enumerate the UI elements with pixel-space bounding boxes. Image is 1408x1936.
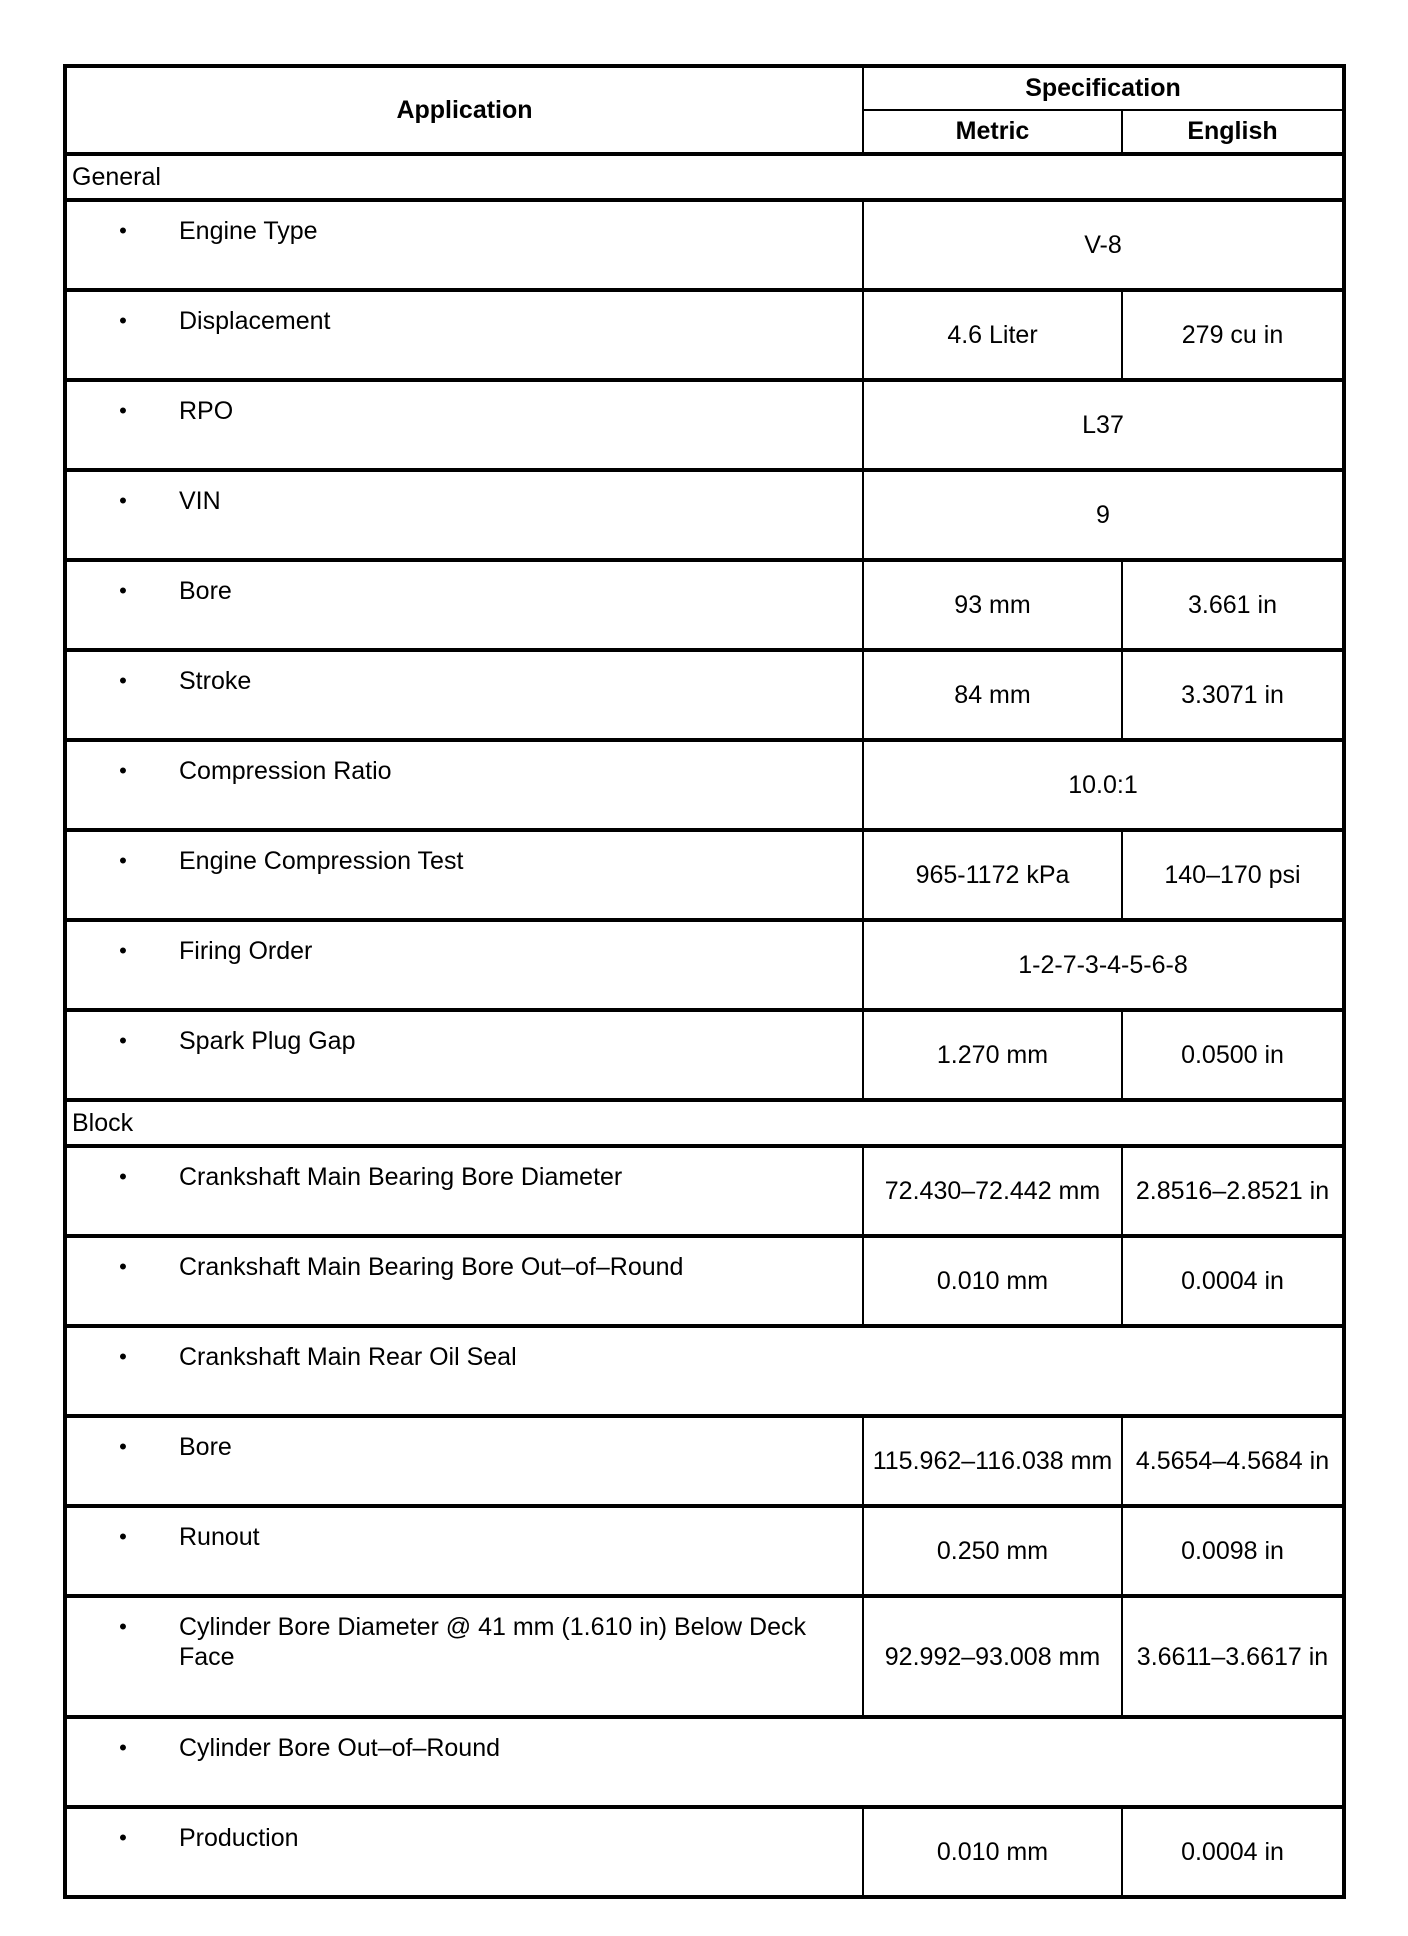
table-row [65,920,1344,1010]
english-value: 4.5654–4.5684 in [1122,1416,1344,1506]
table-row [65,470,1344,560]
specification-header: Specification [863,66,1344,110]
row-label: Firing Order [179,937,313,965]
application-cell [65,200,863,290]
application-cell [65,920,863,1010]
bullet-icon: • [119,668,127,693]
row-label: VIN [179,487,221,515]
row-label: Cylinder Bore Diameter @ 41 mm (1.610 in) Below Deck Face [179,1613,806,1671]
application-cell [65,650,863,740]
row-label: Crankshaft Main Bearing Bore Out–of–Round [179,1253,684,1281]
application-cell [65,290,863,380]
bullet-icon: • [119,1434,127,1459]
metric-value: 72.430–72.442 mm [863,1146,1122,1236]
row-label: Crankshaft Main Rear Oil Seal [179,1343,517,1371]
bullet-icon: • [119,1825,127,1850]
table-row [65,200,1344,290]
english-value: 0.0500 in [1122,1010,1344,1100]
bullet-icon: • [119,938,127,963]
application-header: Application [65,66,863,154]
metric-value: 1.270 mm [863,1010,1122,1100]
bullet-icon: • [119,308,127,333]
spec-value: 9 [863,470,1344,560]
row-label: RPO [179,397,234,425]
metric-value: 4.6 Liter [863,290,1122,380]
table-row [65,290,1344,380]
application-cell [65,1596,863,1717]
table-row [65,650,1344,740]
english-value: 279 cu in [1122,290,1344,380]
english-value: 3.661 in [1122,560,1344,650]
table-row [65,1717,1344,1807]
row-label: Compression Ratio [179,757,392,785]
row-label: Displacement [179,307,331,335]
application-cell [65,740,863,830]
row-label: Spark Plug Gap [179,1027,356,1055]
english-value: 140–170 psi [1122,830,1344,920]
spec-value: L37 [863,380,1344,470]
section-general [65,154,1344,200]
table-row [65,1010,1344,1100]
metric-value: 0.010 mm [863,1236,1122,1326]
row-label: Crankshaft Main Bearing Bore Diameter [179,1163,623,1191]
specification-table [63,64,1346,1899]
english-value: 2.8516–2.8521 in [1122,1146,1344,1236]
bullet-icon: • [119,1254,127,1279]
english-value: 3.6611–3.6617 in [1122,1596,1344,1717]
row-label: Runout [179,1523,260,1551]
header-row-1 [65,66,1344,110]
bullet-icon: • [119,1344,127,1369]
table-row [65,1807,1344,1897]
table-row [65,1146,1344,1236]
row-label: Engine Compression Test [179,847,464,875]
table-row [65,1506,1344,1596]
application-cell [65,1717,1344,1807]
row-label: Bore [179,1433,232,1461]
metric-value: 0.250 mm [863,1506,1122,1596]
table-row [65,830,1344,920]
spec-value: V-8 [863,200,1344,290]
application-cell [65,1506,863,1596]
section-label: General [65,154,1344,200]
table-row [65,1596,1344,1717]
table-row [65,1326,1344,1416]
spec-value: 10.0:1 [863,740,1344,830]
bullet-icon: • [119,578,127,603]
bullet-icon: • [119,1614,127,1639]
metric-value: 93 mm [863,560,1122,650]
metric-value: 84 mm [863,650,1122,740]
application-cell [65,1416,863,1506]
bullet-icon: • [119,398,127,423]
table-row [65,560,1344,650]
section-block [65,1100,1344,1146]
english-value: 3.3071 in [1122,650,1344,740]
english-value: 0.0004 in [1122,1236,1344,1326]
row-label: Stroke [179,667,252,695]
bullet-icon: • [119,1524,127,1549]
english-value: 0.0004 in [1122,1807,1344,1897]
metric-header: Metric [863,110,1122,154]
metric-value: 115.962–116.038 mm [863,1416,1122,1506]
application-cell [65,470,863,560]
bullet-icon: • [119,488,127,513]
metric-value: 0.010 mm [863,1807,1122,1897]
metric-value: 965-1172 kPa [863,830,1122,920]
table-row [65,1236,1344,1326]
application-cell [65,1010,863,1100]
row-label: Bore [179,577,232,605]
spec-value: 1-2-7-3-4-5-6-8 [863,920,1344,1010]
section-label: Block [65,1100,1344,1146]
row-label: Engine Type [179,217,318,245]
application-cell [65,1236,863,1326]
application-cell [65,1326,1344,1416]
bullet-icon: • [119,848,127,873]
bullet-icon: • [119,1028,127,1053]
application-cell [65,1146,863,1236]
bullet-icon: • [119,218,127,243]
bullet-icon: • [119,1735,127,1760]
table-row [65,740,1344,830]
bullet-icon: • [119,758,127,783]
application-cell [65,560,863,650]
application-cell [65,380,863,470]
row-label: Cylinder Bore Out–of–Round [179,1734,501,1762]
table-row [65,1416,1344,1506]
english-header: English [1122,110,1344,154]
table-row [65,380,1344,470]
application-cell [65,1807,863,1897]
metric-value: 92.992–93.008 mm [863,1596,1122,1717]
english-value: 0.0098 in [1122,1506,1344,1596]
bullet-icon: • [119,1164,127,1189]
row-label: Production [179,1824,299,1852]
application-cell [65,830,863,920]
